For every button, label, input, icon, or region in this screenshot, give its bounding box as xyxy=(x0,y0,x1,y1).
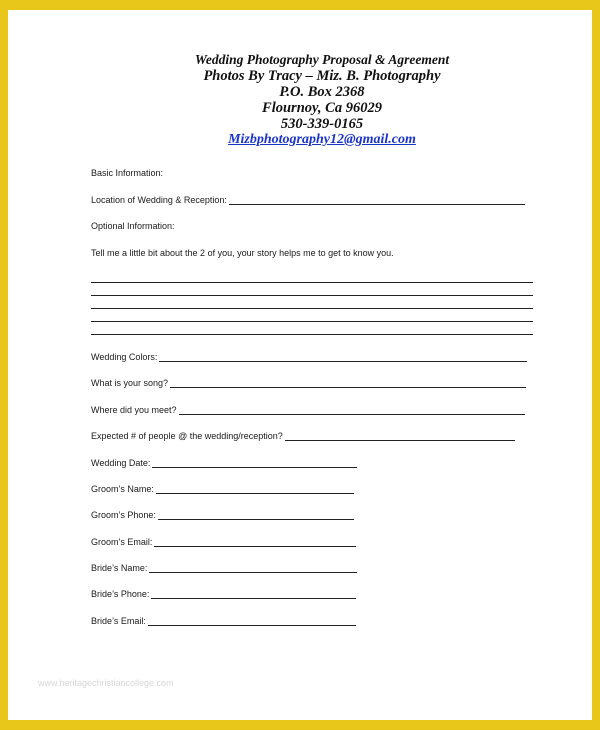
city-line: Flournoy, Ca 96029 xyxy=(262,100,382,116)
story-line-2[interactable] xyxy=(91,295,533,296)
po-box: P.O. Box 2368 xyxy=(279,84,365,100)
bride-name-blank[interactable] xyxy=(149,563,357,573)
bride-email-blank[interactable] xyxy=(148,616,356,626)
optional-info-text: Optional Information: xyxy=(91,221,175,231)
bride-phone-blank[interactable] xyxy=(151,589,356,599)
bride-email-label: Bride’s Email: xyxy=(91,616,146,626)
email-link[interactable]: Mizbphotography12@gmail.com xyxy=(228,132,416,147)
wedding-date-blank[interactable] xyxy=(152,458,357,468)
document-page xyxy=(8,10,592,720)
bride-phone-field xyxy=(91,589,356,599)
watermark: www.heritagechristiancollege.com xyxy=(38,678,174,688)
expected-people-field xyxy=(91,431,515,441)
basic-info-text: Basic Information: xyxy=(91,168,164,178)
where-met-label: Where did you meet? xyxy=(91,405,177,415)
wedding-date-field xyxy=(91,458,357,468)
story-line-1[interactable] xyxy=(91,282,533,283)
letterhead xyxy=(8,52,592,148)
expected-people-label: Expected # of people @ the wedding/reception? xyxy=(91,431,283,441)
business-name: Photos By Tracy – Miz. B. Photography xyxy=(203,68,441,84)
bride-name-field xyxy=(91,563,357,573)
story-line-3[interactable] xyxy=(91,308,533,309)
wedding-date-label: Wedding Date: xyxy=(91,458,151,468)
bride-phone-label: Bride’s Phone: xyxy=(91,589,150,599)
basic-info-label xyxy=(91,168,163,178)
story-prompt xyxy=(91,248,394,258)
groom-name-blank[interactable] xyxy=(156,484,354,494)
wedding-colors-label: Wedding Colors: xyxy=(91,352,158,362)
groom-name-label: Groom’s Name: xyxy=(91,484,154,494)
story-prompt-text: Tell me a little bit about the 2 of you, your story helps me to get to know you. xyxy=(91,248,394,258)
location-label: Location of Wedding & Reception: xyxy=(91,195,227,205)
story-line-4[interactable] xyxy=(91,321,533,322)
groom-name-field xyxy=(91,484,354,494)
wedding-colors-blank[interactable] xyxy=(159,352,527,362)
story-line-5[interactable] xyxy=(91,334,533,335)
document-title: Wedding Photography Proposal & Agreement xyxy=(194,52,450,67)
groom-phone-field xyxy=(91,510,354,520)
groom-email-blank[interactable] xyxy=(154,537,356,547)
expected-people-blank[interactable] xyxy=(285,431,515,441)
song-label: What is your song? xyxy=(91,378,169,388)
bride-email-field xyxy=(91,616,356,626)
where-met-blank[interactable] xyxy=(179,405,525,415)
bride-name-label: Bride’s Name: xyxy=(91,563,148,573)
phone-number: 530-339-0165 xyxy=(280,116,364,132)
song-blank[interactable] xyxy=(170,378,526,388)
where-met-field xyxy=(91,405,525,415)
optional-info-label xyxy=(91,221,175,231)
song-field xyxy=(91,378,526,388)
location-field xyxy=(91,195,525,205)
wedding-colors-field xyxy=(91,352,527,362)
groom-phone-blank[interactable] xyxy=(158,510,354,520)
groom-phone-label: Groom’s Phone: xyxy=(91,510,156,520)
location-blank[interactable] xyxy=(229,195,525,205)
groom-email-label: Groom’s Email: xyxy=(91,537,153,547)
groom-email-field xyxy=(91,537,356,547)
